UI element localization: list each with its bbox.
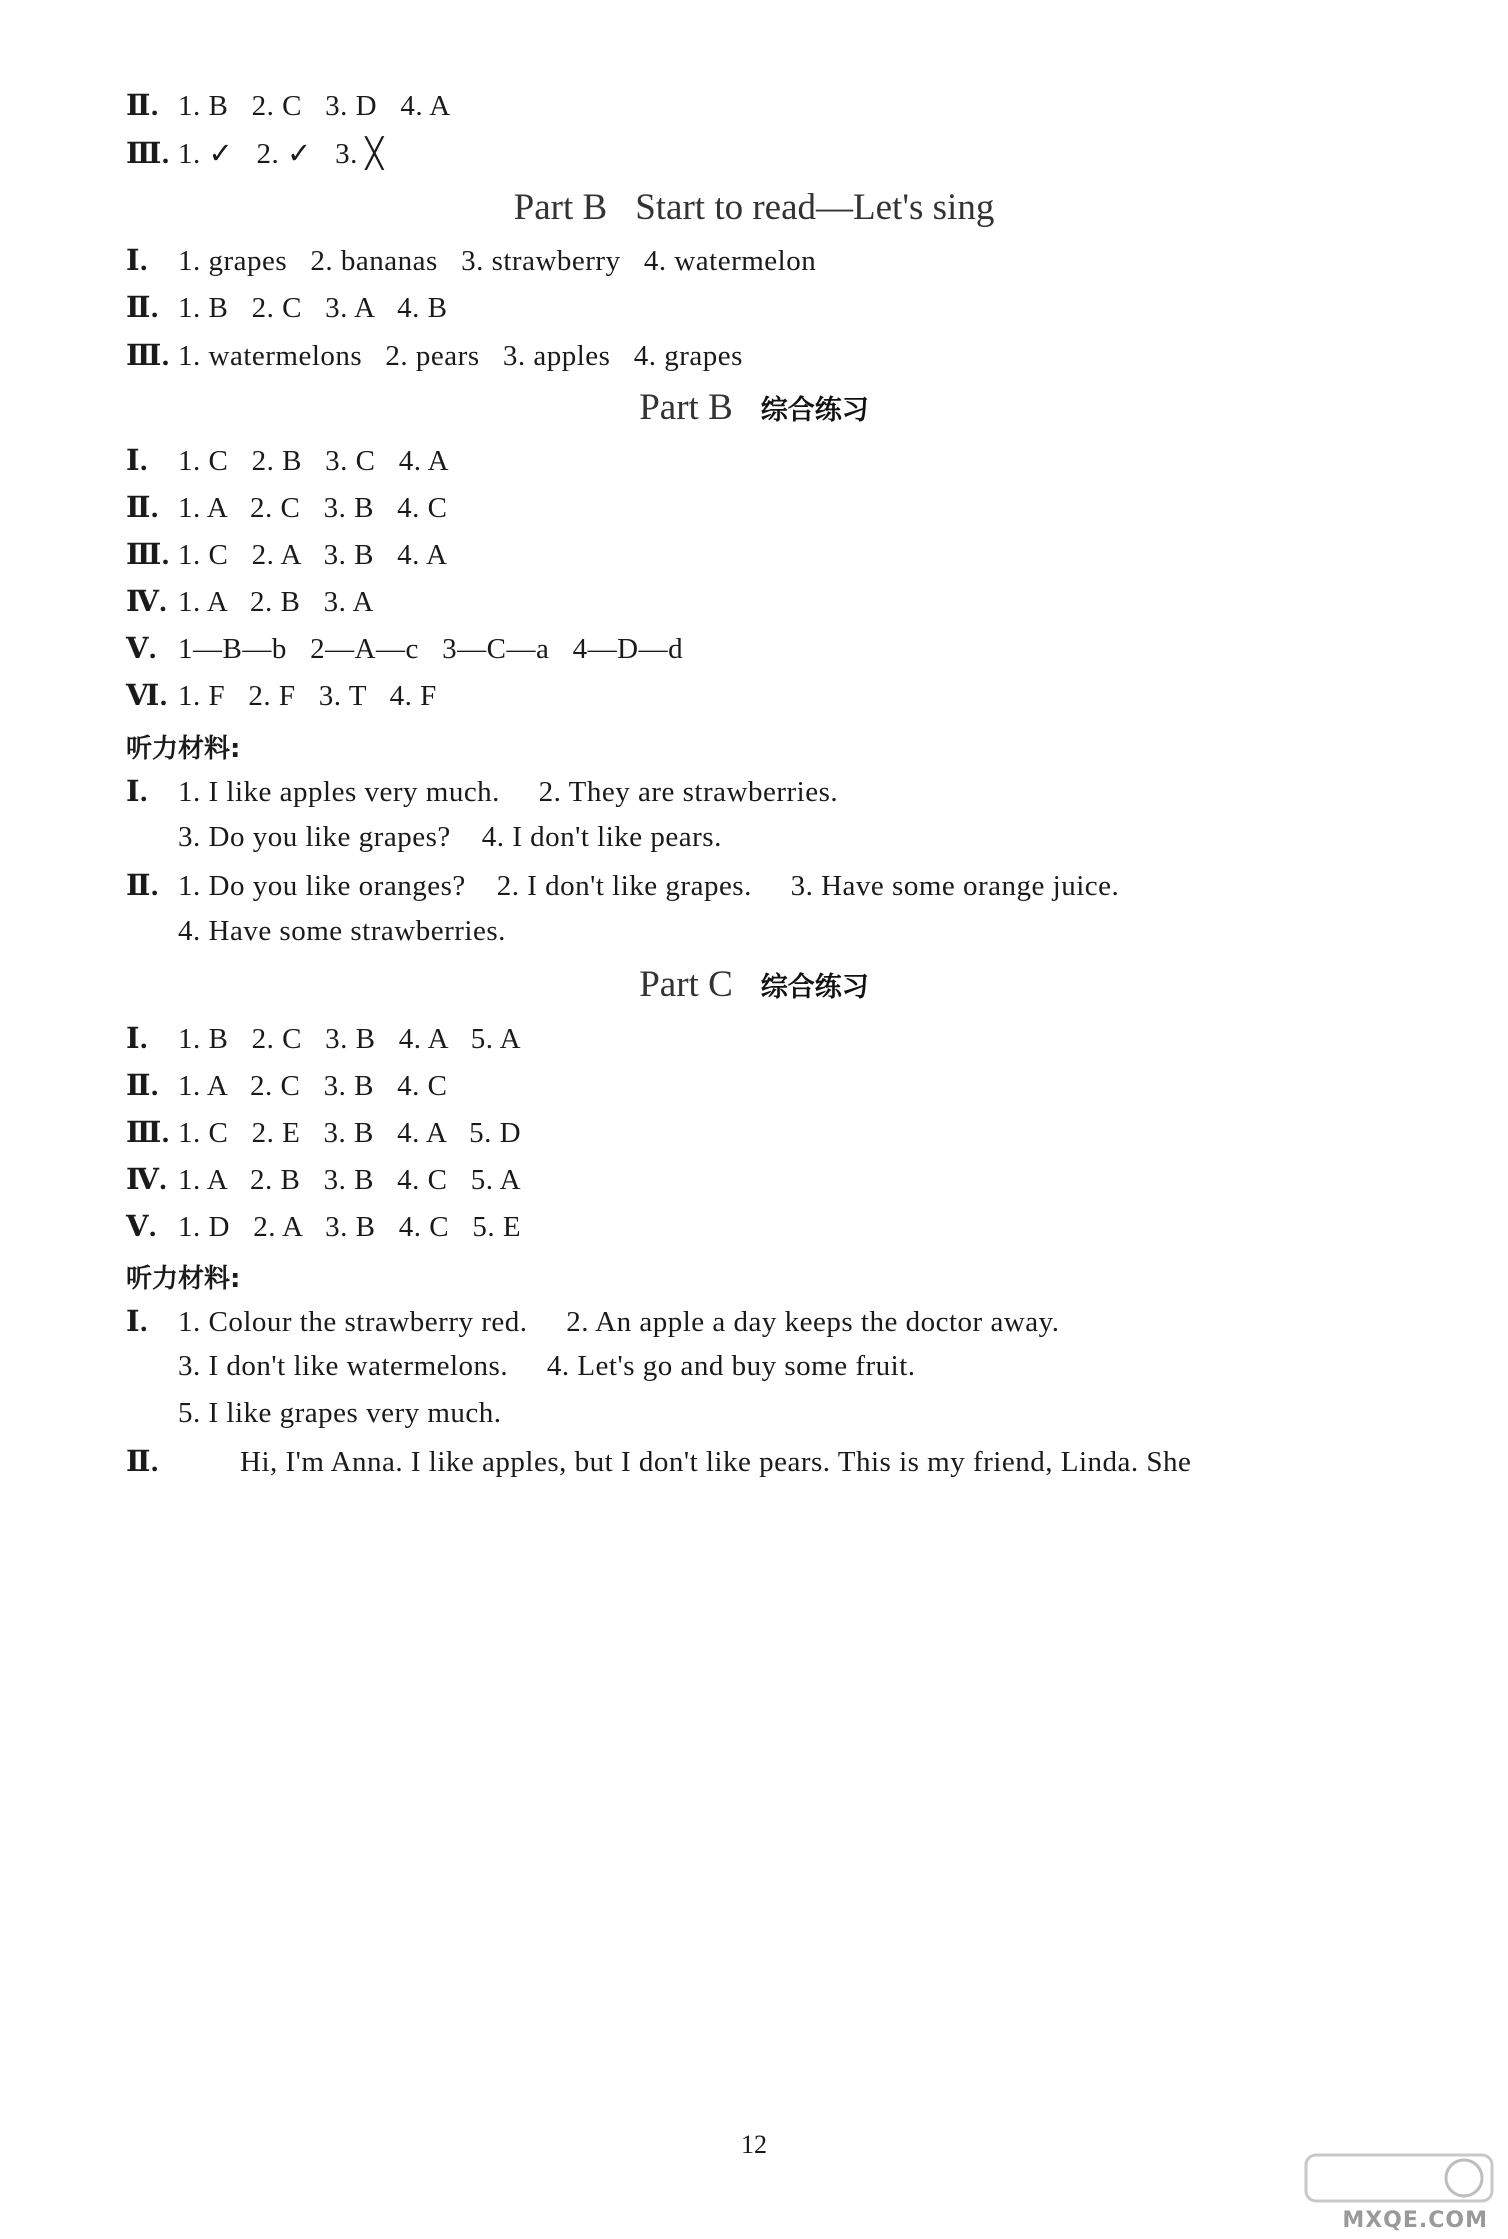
answer-line: Ⅴ. 1—B—b 2—A—c 3—C—a 4—D—d bbox=[126, 633, 684, 665]
answer-line: 3. I don't like watermelons. 4. Let's go and buy some fruit. bbox=[178, 1350, 916, 1382]
answer-line: Ⅰ. 1. C 2. B 3. C 4. A bbox=[126, 445, 450, 477]
answer-line: Ⅱ. 1. B 2. C 3. D 4. A bbox=[126, 90, 451, 122]
answer-line: Ⅲ. 1. ✓ 2. ✓ 3. ╳ bbox=[126, 138, 384, 170]
answer-line: Ⅱ. 1. B 2. C 3. A 4. B bbox=[126, 292, 448, 324]
section-heading: Part C 综合练习 bbox=[639, 964, 869, 1005]
answer-line: Ⅵ. 1. F 2. F 3. T 4. F bbox=[126, 680, 437, 712]
answer-line: Ⅳ. 1. A 2. B 3. B 4. C 5. A bbox=[126, 1164, 522, 1196]
answer-line: Ⅴ. 1. D 2. A 3. B 4. C 5. E bbox=[126, 1211, 522, 1243]
answer-line: 4. Have some strawberries. bbox=[178, 915, 506, 947]
section-heading: Part B Start to read—Let's sing bbox=[513, 187, 995, 228]
answer-line: Ⅰ. 1. B 2. C 3. B 4. A 5. A bbox=[126, 1023, 522, 1055]
answer-line: Ⅳ. 1. A 2. B 3. A bbox=[126, 586, 374, 618]
answer-line: Ⅰ. 1. grapes 2. bananas 3. strawberry 4. watermelon bbox=[126, 245, 817, 277]
answer-line: Ⅱ. Hi, I'm Anna. I like apples, but I don't like pears. This is my friend, Linda. She bbox=[126, 1446, 1192, 1478]
answer-line: Ⅱ. 1. Do you like oranges? 2. I don't like grapes. 3. Have some orange juice. bbox=[126, 870, 1120, 902]
answer-line: Ⅱ. 1. A 2. C 3. B 4. C bbox=[126, 1070, 448, 1102]
answer-line: Ⅰ. 1. Colour the strawberry red. 2. An apple a day keeps the doctor away. bbox=[126, 1306, 1060, 1338]
answer-line: Ⅰ. 1. I like apples very much. 2. They are strawberries. bbox=[126, 776, 839, 808]
listening-material-label: 听力材料: bbox=[126, 734, 241, 764]
answer-line: Ⅲ. 1. C 2. A 3. B 4. A bbox=[126, 539, 448, 571]
answer-line: Ⅲ. 1. watermelons 2. pears 3. apples 4. grapes bbox=[126, 340, 743, 372]
section-heading: Part B 综合练习 bbox=[639, 387, 869, 428]
watermark-text: MXQE.COM bbox=[1342, 2208, 1488, 2233]
answer-line: 5. I like grapes very much. bbox=[178, 1397, 502, 1429]
page-number: 12 bbox=[741, 2130, 767, 2159]
answer-line: 3. Do you like grapes? 4. I don't like pears. bbox=[178, 821, 722, 853]
answer-line: Ⅲ. 1. C 2. E 3. B 4. A 5. D bbox=[126, 1117, 522, 1149]
listening-material-label: 听力材料: bbox=[126, 1264, 241, 1294]
answer-line: Ⅱ. 1. A 2. C 3. B 4. C bbox=[126, 492, 448, 524]
